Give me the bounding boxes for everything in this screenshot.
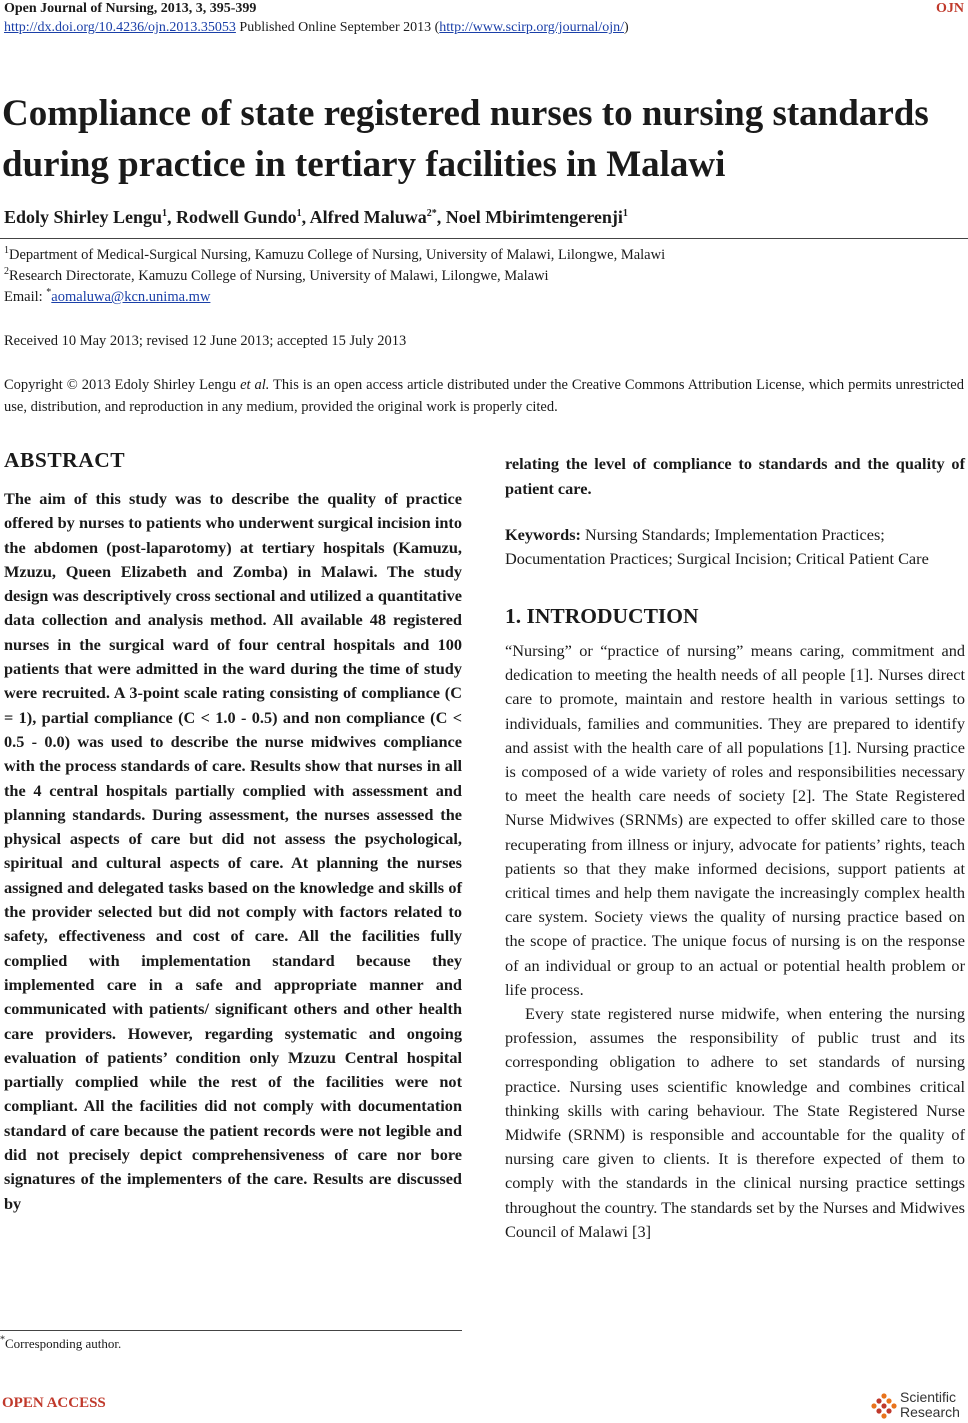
footnote-mark: * bbox=[0, 1334, 5, 1346]
affil-text: Research Directorate, Kamuzu College of Nursing, University of Malawi, Lilongwe, Malawi bbox=[9, 268, 549, 284]
author-list bbox=[4, 207, 628, 228]
corresponding-mark: * bbox=[46, 287, 52, 299]
close-paren: ) bbox=[624, 20, 629, 35]
affiliation-1 bbox=[4, 247, 665, 264]
abstract-text: The aim of this study was to describe the quality of practice offered by nurses to patients who underwent surgical incision into the abdomen (post-laparotomy) at tertiary hospitals (Kamuzu, Mzuzu, Queen Elizabeth and Zomba) in Malawi. The study design was descriptively cross sectional and utilized a quantitative data collection and analysis method. All available 48 registered nurses in the surgical ward of four central hospitals and 100 patients that were admitted in the ward during the time of study were recruited. A 3-point scale rating consisting of compliance (C = 1), partial compliance (C < 1.0 - 0.5) and non compliance (C < 0.5 - 0.0) was used to describe the nurse midwives compliance with the process standards of care. Results show that nurses in all the 4 central hospitals partially complied with assessment and planning standards. During assessment, the nurses assessed the physical aspects of care but did not assess the psychological, spiritual and cultural aspects of care. At planning the nurses assigned and delegated tasks based on the knowledge and skills of the provider selected but did not comply with factors related to safety, effectiveness and cost of care. All the facilities fully complied with implementation standard because they implemented care in a safe and appropriate manner and communicated with patients/ significant others and other health care providers. However, regarding systematic and ongoing evaluation of patients’ condition only Mzuzu Central hospital partially complied while the rest of the facilities were not compliant. All the facilities did not comply with documentation standard of care because the patient records were not legible and did not precisely depict comprehensiveness of care nor bore signatures of the implementers of the care. Results are discussed by bbox=[4, 489, 462, 1213]
abstract-heading: ABSTRACT bbox=[4, 448, 126, 472]
journal-citation: Open Journal of Nursing, 2013, 3, 395-399 bbox=[4, 1, 257, 16]
author-name: Alfred Maluwa bbox=[309, 207, 427, 227]
copyright-text: Copyright © 2013 Edoly Shirley Lengu bbox=[4, 377, 241, 393]
keywords-label: Keywords: bbox=[505, 525, 581, 544]
author-affil-mark: 1 bbox=[162, 208, 168, 219]
author-affil-mark: 1 bbox=[622, 208, 628, 219]
intro-paragraph-1: “Nursing” or “practice of nursing” means caring, commitment and dedication to meeting the health needs of all people [1]. Nurses direct care to promote, maintain and restore health in various settings to individuals, families and communities. They are prepared to identify and assist with the health care of all populations [1]. Nursing practice is composed of a wide variety of roles and responsibilities necessary to meet the health care needs of society [2]. The State Registered Nurse Midwives (SRNMs) are expected to offer skilled care to those recuperating from illness or injury, advocate for patients’ rights, teach patients so that they make informed decisions, support patients at critical times and help them navigate the increasingly complex health care system. Society views the quality of nursing practice based on the scope of practice. The unique focus of nursing is on the response of an individual or group to an actual or potential health problem or life process. bbox=[505, 641, 965, 999]
author-separator: , bbox=[436, 207, 446, 227]
affil-mark: 2 bbox=[4, 266, 9, 278]
logo-text bbox=[900, 1390, 960, 1420]
footnote-divider bbox=[0, 1330, 462, 1331]
journal-abbrev: OJN bbox=[936, 1, 964, 16]
right-column bbox=[505, 451, 965, 1244]
logo-line-2: Research bbox=[900, 1404, 960, 1420]
corresponding-footnote bbox=[0, 1336, 121, 1352]
open-access-label: OPEN ACCESS bbox=[2, 1395, 106, 1411]
affil-text: Department of Medical-Surgical Nursing, Kamuzu College of Nursing, University of Malawi, Lilongwe, Malawi bbox=[9, 247, 666, 263]
logo-dots-icon bbox=[871, 1393, 897, 1419]
affil-mark: 1 bbox=[4, 245, 9, 257]
author-name: Rodwell Gundo bbox=[176, 207, 297, 227]
email-label: Email: bbox=[4, 289, 47, 305]
author-affil-mark: 1 bbox=[296, 208, 302, 219]
received-dates: Received 10 May 2013; revised 12 June 2013; accepted 15 July 2013 bbox=[4, 333, 407, 349]
journal-url-link[interactable]: http://www.scirp.org/journal/ojn/ bbox=[439, 20, 625, 35]
paper-title: Compliance of state registered nurses to nursing standards during practice in tertiary facilities in Malawi bbox=[2, 93, 929, 185]
left-column bbox=[4, 445, 462, 1216]
publication-line bbox=[4, 20, 629, 36]
author-separator: , bbox=[301, 207, 310, 227]
footnote-text: Corresponding author. bbox=[5, 1336, 122, 1351]
keywords bbox=[505, 523, 965, 571]
logo-line-1: Scientific bbox=[900, 1389, 957, 1405]
copyright-et-al: et al. bbox=[240, 377, 270, 393]
copyright-notice bbox=[4, 374, 964, 418]
email-line bbox=[4, 289, 210, 306]
abstract-continuation: relating the level of compliance to standards and the quality of patient care. bbox=[505, 454, 965, 498]
doi-link[interactable]: http://dx.doi.org/10.4236/ojn.2013.35053 bbox=[4, 20, 236, 35]
introduction-heading: 1. INTRODUCTION bbox=[505, 604, 699, 628]
header-divider bbox=[0, 238, 968, 239]
author-separator: , bbox=[167, 207, 177, 227]
copyright-license: This is an open access article distributed under the Creative Commons Attribution License, which permits unrestricted use, distribution, and reproduction in any medium, provided the original work is properly cited. bbox=[4, 377, 964, 415]
email-link[interactable]: aomaluwa@kcn.unima.mw bbox=[51, 289, 211, 305]
published-text: Published Online September 2013 ( bbox=[235, 20, 440, 35]
keywords-text: Nursing Standards; Implementation Practices; Documentation Practices; Surgical Incision; Critical Patient Care bbox=[505, 525, 929, 568]
intro-paragraph-2: Every state registered nurse midwife, when entering the nursing profession, assumes the responsibility of public trust and its corresponding obligation to adhere to set standards of nursing practice. Nursing uses scientific knowledge and combines critical thinking skills with caring behaviour. The State Registered Nurse Midwife (SRNM) is responsible and accountable for the quality of nursing care given to clients. It is therefore expected of them to comply with the standards in the clinical nursing practice settings throughout the country. The standards set by the Nurses and Midwives Council of Malawi [3] bbox=[505, 1004, 965, 1241]
scientific-research-logo[interactable] bbox=[871, 1389, 966, 1423]
author-name: Edoly Shirley Lengu bbox=[4, 207, 163, 227]
author-name: Noel Mbirimtengerenji bbox=[445, 207, 623, 227]
affiliation-2 bbox=[4, 268, 549, 285]
author-affil-mark: 2* bbox=[426, 208, 437, 219]
